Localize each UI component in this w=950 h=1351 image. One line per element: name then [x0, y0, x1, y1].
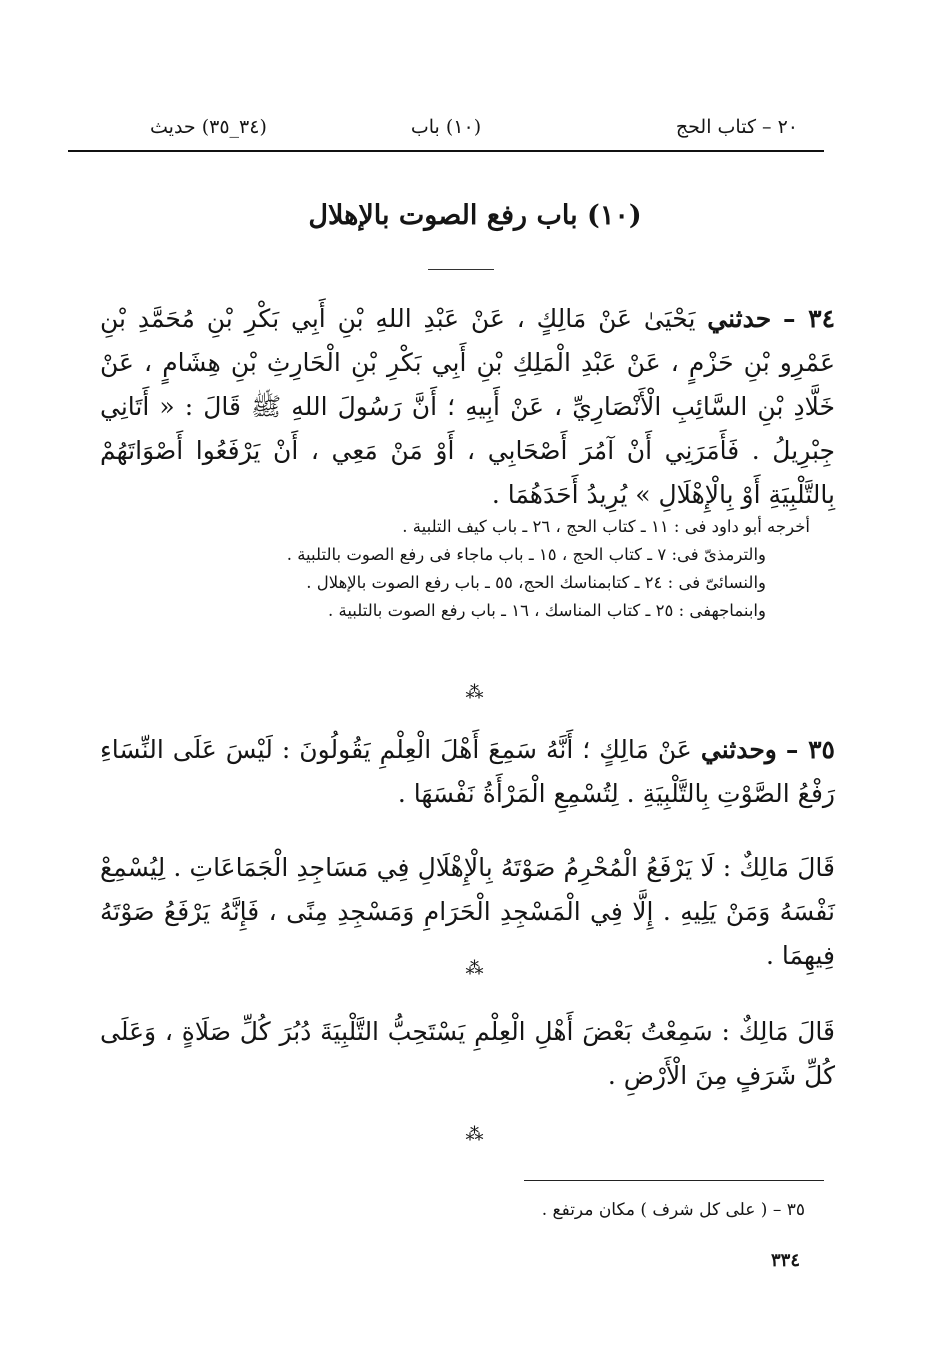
reference-line: والترمذىّ فى: ٧ ـ كتاب الحج ، ١٥ ـ باب ماجاء فى رفع الصوت بالتلبية .: [286, 545, 766, 564]
header-hadith-range: (٣٤_٣٥) حديث: [150, 116, 267, 138]
hadith-number: ٣٤ –: [783, 304, 835, 333]
reference-line: أخرجه أبو داود فى : ١١ ـ كتاب الحج ، ٢٦ ـ باب كيف التلبية .: [402, 517, 810, 536]
reference-line: والنسائىّ فى : ٢٤ ـ كتابمناسك الحج، ٥٥ ـ باب رفع الصوت بالإهلال .: [306, 573, 766, 592]
reference-line: وابنماجهفى : ٢٥ ـ كتاب المناسك ، ١٦ ـ باب رفع الصوت بالتلبية .: [327, 601, 766, 620]
hadith-number: ٣٥ –: [785, 735, 835, 764]
hadith-lead-word: حدثني: [707, 304, 772, 333]
hadith-34: [100, 297, 835, 517]
header-chapter: (١٠) باب: [410, 116, 482, 138]
section-separator: ⁂: [465, 1124, 485, 1145]
hadith-text: عَنْ مَالِكٍ ؛ أَنَّهُ سَمِعَ أَهْلَ الْعِلْمِ يَقُولُونَ : لَيْسَ عَلَى النِّسَاءِ رَفْعُ الصَّوْتِ بِالتَّلْبِيَةِ . لِتُسْمِعِ الْمَرْأَةُ نَفْسَهَا .: [100, 735, 835, 808]
footnote-rule: [524, 1180, 824, 1181]
page-number: ٣٣٤: [770, 1250, 800, 1271]
malik-statement-2: قَالَ مَالِكٌ : سَمِعْتُ بَعْضَ أَهْلِ الْعِلْمِ يَسْتَحِبُّ التَّلْبِيَةَ دُبُرَ كُلِّ صَلَاةٍ ، وَعَلَى كُلِّ شَرَفٍ مِنَ الْأَرْضِ .: [100, 1017, 835, 1090]
running-header: [70, 112, 822, 148]
section-separator: ⁂: [465, 958, 485, 979]
header-book-title: ٢٠ – كتاب الحج: [675, 116, 798, 138]
footnote: ٣٥ – ( على كل شرف ) مكان مرتفع .: [541, 1200, 805, 1220]
title-divider: [428, 269, 494, 270]
hadith-text: يَحْيَىٰ عَنْ مَالِكٍ ، عَنْ عَبْدِ اللهِ بْنِ أَبِي بَكْرِ بْنِ مُحَمَّدِ بْنِ عَمْرِو بْنِ حَزْمٍ ، عَنْ عَبْدِ الْمَلِكِ بْنِ أَبِي بَكْرِ بْنِ الْحَارِثِ بْنِ هِشَامٍ ، عَنْ خَلَّادِ بْنِ السَّائِبِ الْأَنْصَارِيِّ ، عَنْ أَبِيهِ ؛ أَنَّ رَسُولَ اللهِ ﷺ قَالَ : « أَتَانِي جِبْرِيلُ . فَأَمَرَنِي أَنْ آمُرَ أَصْحَابِي ، أَوْ مَنْ مَعِي ، أَنْ يَرْفَعُوا أَصْوَاتَهُمْ بِالتَّلْبِيَةِ أَوْ بِالْإِهْلَالِ » يُرِيدُ أَحَدَهُمَا .: [100, 304, 835, 509]
malik-statement-1: قَالَ مَالِكٌ : لَا يَرْفَعُ الْمُحْرِمُ صَوْتَهُ بِالْإِهْلَالِ فِي مَسَاجِدِ الْجَمَاعَاتِ . لِيُسْمِعْ نَفْسَهُ وَمَنْ يَلِيهِ . إِلَّا فِي الْمَسْجِدِ الْحَرَامِ وَمَسْجِدِ مِنًى ، فَإِنَّهُ يَرْفَعُ صَوْتَهُ فِيهِمَا .: [100, 853, 835, 970]
hadith-35: [100, 728, 835, 816]
hadith-lead-word: وحدثني: [700, 735, 777, 764]
header-rule: [68, 150, 824, 152]
chapter-title: (١٠) باب رفع الصوت بالإهلال: [308, 200, 642, 231]
section-separator: ⁂: [465, 682, 485, 703]
references: [200, 513, 810, 625]
